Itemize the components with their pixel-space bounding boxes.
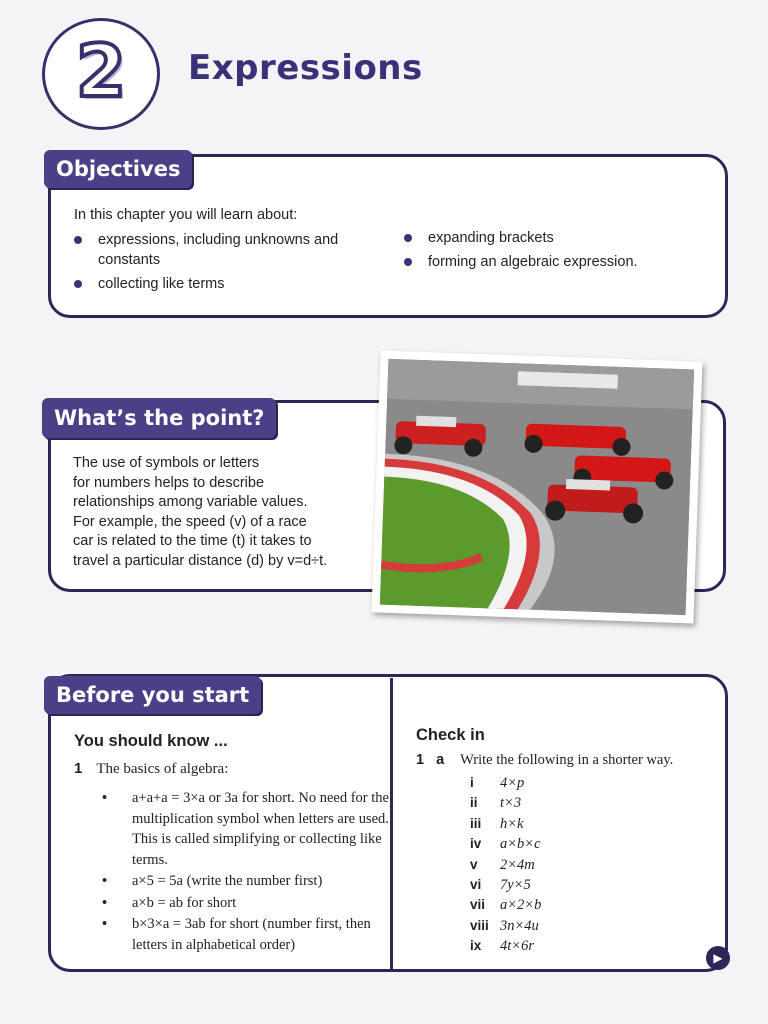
list-item: • b×3×a = 3ab for short (number first, then letters in alphabetical order) <box>100 914 390 955</box>
know-list <box>100 788 390 956</box>
objectives-list-right <box>404 228 704 276</box>
objectives-list-left <box>74 230 374 298</box>
chapter-number-badge <box>42 18 160 130</box>
chapter-number: 2 <box>75 29 127 113</box>
check-heading: Check in <box>416 726 485 744</box>
objectives-tab: Objectives <box>44 150 192 188</box>
list-item: expanding brackets <box>404 228 704 248</box>
chapter-title: Expressions <box>188 48 423 88</box>
list-item: expressions, including unknowns and constants <box>74 230 374 270</box>
race-car-photo <box>372 350 703 623</box>
list-item: viii 3n×4u <box>470 917 539 934</box>
race-track-image <box>380 359 694 616</box>
list-item: ix 4t×6r <box>470 938 534 955</box>
dot-icon <box>404 258 412 266</box>
list-item: • a+a+a = 3×a or 3a for short. No need for the multiplication symbol when letters are used. This is called simplifying or collecting like terms. <box>100 788 390 870</box>
point-paragraph: The use of symbols or letters for numbers helps to describe relationships among variable values. For example, the speed (v) of a race car is related to the time (t) it takes to travel a particular distance (d) by v=d÷t. <box>73 455 328 569</box>
dot-icon <box>74 236 82 244</box>
know-heading: You should know ... <box>74 732 228 750</box>
list-item: i 4×p <box>470 775 525 791</box>
dot-icon <box>404 234 412 242</box>
dot-icon <box>74 280 82 288</box>
list-item: vii a×2×b <box>470 897 542 914</box>
point-tab: What’s the point? <box>42 398 276 438</box>
before-tab: Before you start <box>44 676 261 714</box>
play-arrow-icon[interactable]: ▶ <box>706 946 730 970</box>
list-item: v 2×4m <box>470 856 535 873</box>
check-question: 1 a Write the following in a shorter way. <box>416 752 674 768</box>
list-item: forming an algebraic expression. <box>404 252 704 272</box>
objectives-intro: In this chapter you will learn about: <box>74 207 298 223</box>
list-item: collecting like terms <box>74 274 374 294</box>
list-item: iv a×b×c <box>470 836 541 853</box>
list-item: • a×b = ab for short <box>100 893 390 914</box>
check-list <box>470 773 541 957</box>
list-item: vi 7y×5 <box>470 877 531 894</box>
list-item: ii t×3 <box>470 795 522 812</box>
know-intro: 1 The basics of algebra: <box>74 760 229 777</box>
list-item: iii h×k <box>470 815 524 832</box>
list-item: • a×5 = 5a (write the number first) <box>100 871 390 892</box>
column-divider <box>390 678 393 970</box>
